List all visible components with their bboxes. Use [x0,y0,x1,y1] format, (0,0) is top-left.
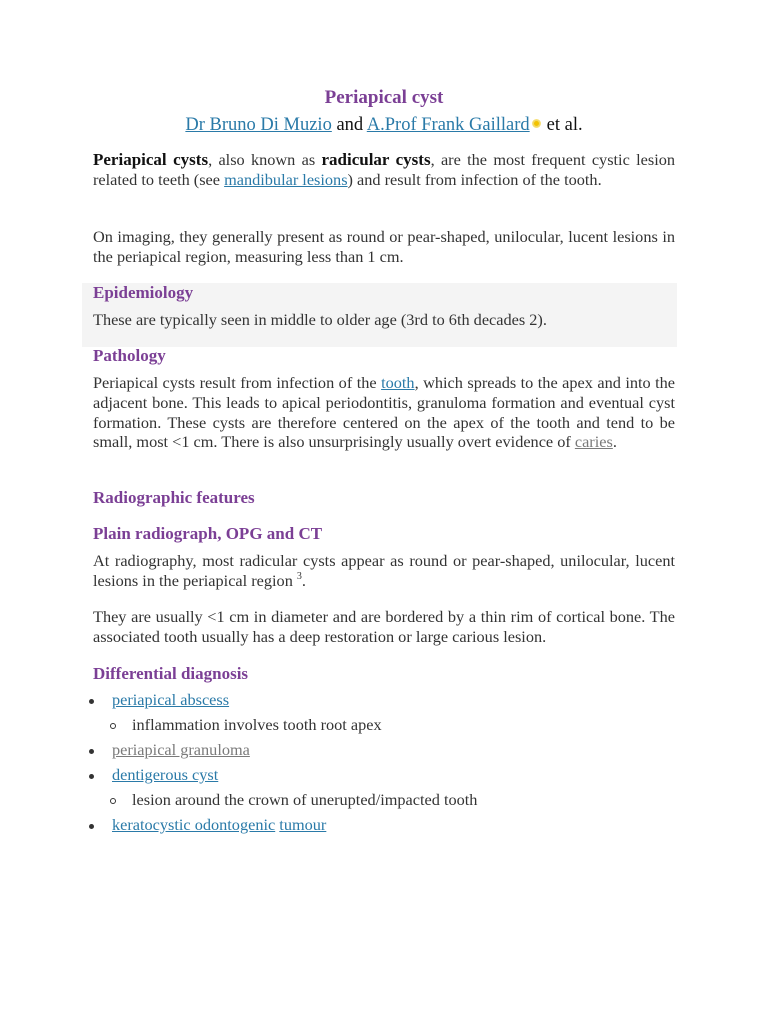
page-title: Periapical cyst [324,87,444,108]
term-periapical-cysts: Periapical cysts [93,150,209,169]
term-radicular-cysts: radicular cysts [321,150,431,169]
authors-and: and [336,115,364,135]
authors-etal: et al. [546,115,583,135]
link-dentigerous-cyst[interactable]: dentigerous cyst [112,765,219,784]
link-mandibular-lesions[interactable]: mandibular lesions [224,169,348,189]
sub-bullet-icon [110,798,116,804]
sub-list-item-dentigerous: lesion around the crown of unerupted/impacted tooth [132,790,478,809]
pathology-text-3: . [612,432,617,452]
pathology-paragraph [93,373,675,452]
radiography-paragraph-2: They are usually <1 cm in diameter and are bordered by a thin rim of cortical bone. The associated tooth usually has a deep restoration or large carious lesion. [93,607,675,646]
sub-bullet-icon [110,723,116,729]
bullet-icon [89,774,94,779]
list-item-periapical-granuloma [112,740,250,760]
author-line [0,115,768,136]
heading-epidemiology: Epidemiology [93,283,194,302]
list-item-dentigerous-cyst [112,765,218,785]
author-link-gaillard[interactable]: A.Prof Frank Gaillard [366,115,530,135]
status-dot-icon [532,119,541,128]
link-tumour[interactable]: tumour [279,815,327,834]
link-tooth[interactable]: tooth [381,373,415,392]
intro-text-3: ) and result from infection of the tooth. [347,169,602,189]
bullet-icon [89,824,94,829]
sub-list-item-abscess: inflammation involves tooth root apex [132,715,382,734]
author-link-di-muzio[interactable]: Dr Bruno Di Muzio [185,115,332,135]
heading-plain-radiograph: Plain radiograph, OPG and CT [93,524,323,543]
radiography-text: At radiography, most radicular cysts appear as round or pear-shaped, unilocular, lucent lesions in the periapical region [93,551,675,590]
heading-pathology: Pathology [93,346,166,365]
epidemiology-text: These are typically seen in middle to older age (3rd to 6th decades 2). [93,310,547,329]
link-periapical-granuloma[interactable]: periapical granuloma [112,740,250,759]
link-keratocystic-odontogenic[interactable]: keratocystic odontogenic [112,815,276,834]
link-caries[interactable]: caries [574,432,613,452]
intro-text-2: , are the most frequent cystic lesion related to teeth (see [93,150,675,189]
imaging-paragraph: On imaging, they generally present as round or pear-shaped, unilocular, lucent lesions in the periapical region, measuring less than 1 cm. [93,227,675,266]
citation-superscript: 3 [296,570,302,582]
radiography-text-end: . [301,570,306,590]
intro-paragraph [93,150,675,190]
heading-differential-diagnosis: Differential diagnosis [93,664,249,683]
pathology-text-2: , which spreads to the apex and into the adjacent bone. This leads to apical periodontitis, granuloma formation and eventual cyst formation. These cysts are therefore centered on the apex of the tooth and tend to be small, most <1 cm. There is also unsurprisingly usually overt evidence of [93,373,676,452]
pathology-text-1: Periapical cysts result from infection of the [93,373,382,392]
intro-text-1: , also known as [208,150,322,169]
radiography-paragraph-1 [93,551,675,591]
list-item-periapical-abscess [112,690,229,710]
heading-radiographic-features: Radiographic features [93,488,255,507]
bullet-icon [89,749,94,754]
link-periapical-abscess[interactable]: periapical abscess [112,690,230,709]
bullet-icon [89,699,94,704]
list-item-keratocystic [112,815,326,835]
